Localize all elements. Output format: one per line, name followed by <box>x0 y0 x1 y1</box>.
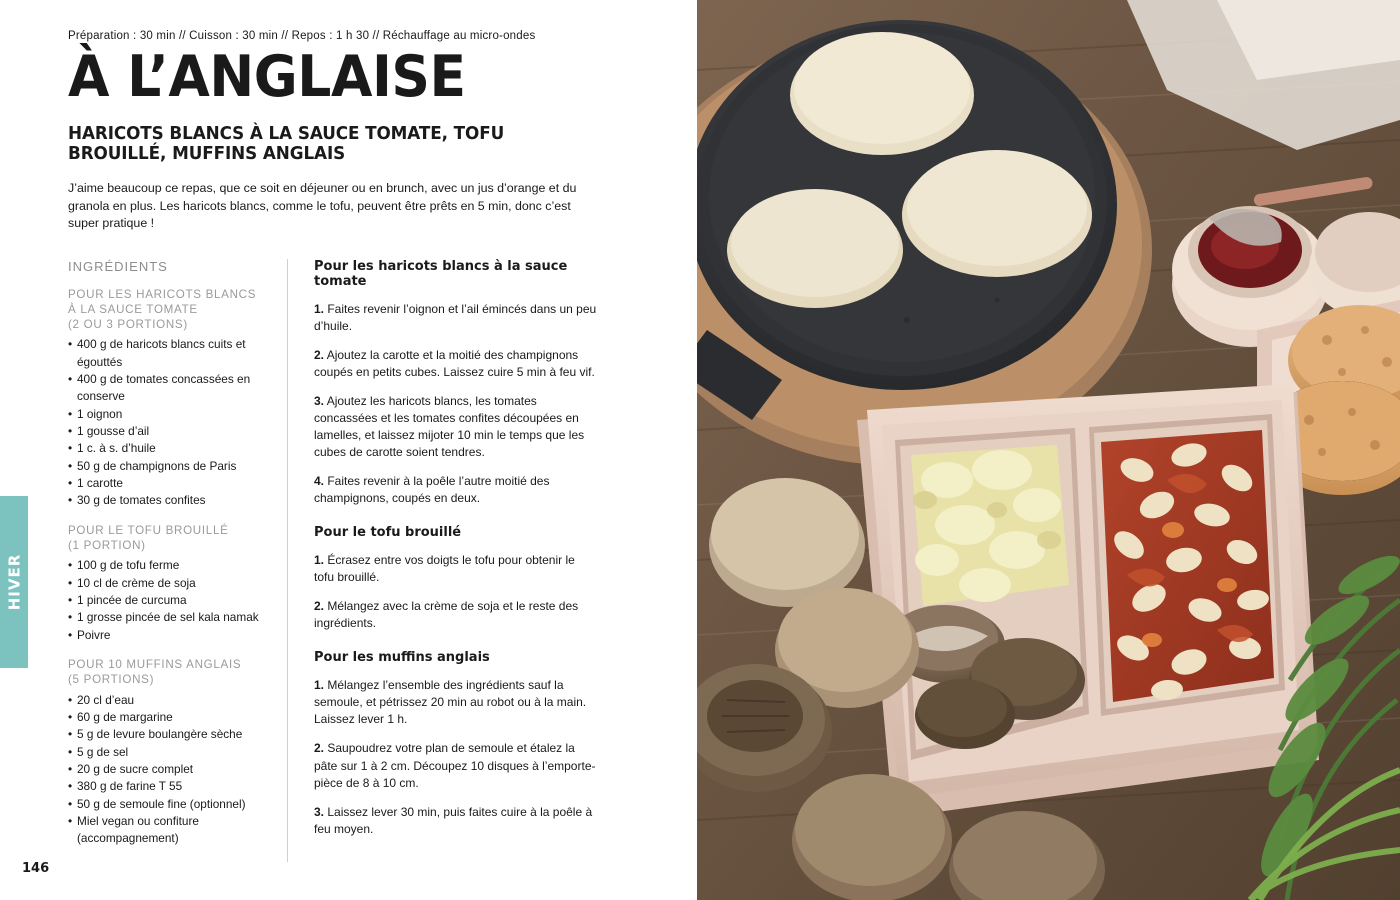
recipe-intro: J’aime beaucoup ce repas, que ce soit en déjeuner ou en brunch, avec un jus d’orange et du granola en plus. Les haricots blancs, comme le tofu, peuvent être prêts en 5 min, donc c’est super pratique ! <box>68 181 577 231</box>
step-item <box>314 804 598 838</box>
ingredient-item: • 100 g de tofu ferme <box>68 557 269 574</box>
ingredient-item: • 20 cl d’eau <box>68 692 269 709</box>
ingredient-item: • 400 g de haricots blancs cuits et égouttés <box>68 336 269 371</box>
recipe-meta: Préparation : 30 min // Cuisson : 30 min // Repos : 1 h 30 // Réchauffage au micro-ondes <box>68 30 536 42</box>
step-text: Faites revenir l’oignon et l’ail émincés dans un peu d’huile. <box>314 301 597 333</box>
ingredient-item: • 5 g de levure boulangère sèche <box>68 726 269 743</box>
ingredient-groups <box>68 288 269 848</box>
ingredient-item: • 380 g de farine T 55 <box>68 778 269 795</box>
step-section-heading: Pour le tofu brouillé <box>314 525 462 541</box>
ingredient-item: • 50 g de semoule fine (optionnel) <box>68 796 269 813</box>
page-number: 146 <box>22 861 50 876</box>
ingredient-item: • 1 pincée de curcuma <box>68 592 269 609</box>
step-item <box>314 473 598 507</box>
ingredient-item: • 30 g de tomates confites <box>68 492 269 509</box>
step-number: 3. <box>314 394 325 409</box>
recipe-photo <box>697 0 1400 900</box>
steps-column <box>288 259 598 862</box>
ingredients-column <box>68 259 288 862</box>
ingredient-list <box>68 557 269 644</box>
step-text: Ajoutez la carotte et la moitié des champignons coupés en petits cubes. Laissez cuire 5 min à feu vif. <box>314 348 595 380</box>
recipe-columns <box>68 259 628 862</box>
recipe-subtitle: HARICOTS BLANCS À LA SAUCE TOMATE, TOFU BROUILLÉ, MUFFINS ANGLAIS <box>68 124 505 165</box>
text-page <box>0 0 697 900</box>
ingredient-item: • 1 gousse d’ail <box>68 423 269 440</box>
step-item <box>314 677 598 728</box>
step-text: Ajoutez les haricots blancs, les tomates concassées et les tomates confites découpées en lamelles, et laissez mijoter 10 min le temps que les cubes de carotte soient tendres. <box>314 394 585 460</box>
step-text: Laissez lever 30 min, puis faites cuire à la poêle à feu moyen. <box>314 804 593 836</box>
ingredient-item: • 50 g de champignons de Paris <box>68 458 269 475</box>
step-text: Saupoudrez votre plan de semoule et étalez la pâte sur 1 à 2 cm. Découpez 10 disques à l’emporte-pièce de 8 à 10 cm. <box>314 741 596 790</box>
ingredient-item: • Miel vegan ou confiture (accompagnement) <box>68 813 269 848</box>
ingredient-item: • 1 c. à s. d’huile <box>68 440 269 457</box>
ingredient-item: • Poivre <box>68 627 269 644</box>
step-number: 2. <box>314 599 325 614</box>
ingredient-list <box>68 692 269 848</box>
step-number: 1. <box>314 553 325 568</box>
ingredient-group-title: POUR LE TOFU BROUILLÉ (1 PORTION) <box>68 523 229 552</box>
step-item <box>314 393 598 461</box>
step-item <box>314 552 598 586</box>
ingredient-item: • 60 g de margarine <box>68 709 269 726</box>
step-item <box>314 301 598 335</box>
ingredient-item: • 10 cl de crème de soja <box>68 575 269 592</box>
step-number: 1. <box>314 301 325 316</box>
ingredient-item: • 5 g de sel <box>68 744 269 761</box>
ingredient-item: • 400 g de tomates concassées en conserve <box>68 371 269 406</box>
ingredients-heading: INGRÉDIENTS <box>68 258 168 274</box>
step-item <box>314 347 598 381</box>
step-text: Mélangez l’ensemble des ingrédients sauf la semoule, et pétrissez 20 min au robot ou à la main. Laissez lever 1 h. <box>314 678 587 727</box>
page-title: À L’ANGLAISE <box>68 44 466 110</box>
step-number: 2. <box>314 348 325 363</box>
season-tab-label: HIVER <box>5 553 24 611</box>
season-tab <box>0 496 28 668</box>
step-item <box>314 598 598 632</box>
ingredient-item: • 1 grosse pincée de sel kala namak <box>68 609 269 626</box>
photo-illustration <box>697 0 1400 900</box>
step-text: Faites revenir à la poêle l’autre moitié des champignons, coupés en deux. <box>314 474 550 506</box>
step-text: Écrasez entre vos doigts le tofu pour obtenir le tofu brouillé. <box>314 553 575 585</box>
step-number: 1. <box>314 678 325 693</box>
ingredient-list <box>68 336 269 509</box>
ingredient-item: • 20 g de sucre complet <box>68 761 269 778</box>
step-sections <box>314 259 598 838</box>
recipe-content <box>68 30 628 862</box>
step-section-heading: Pour les muffins anglais <box>314 650 490 666</box>
step-number: 3. <box>314 804 325 819</box>
step-text: Mélangez avec la crème de soja et le reste des ingrédients. <box>314 599 579 631</box>
ingredient-group-title: POUR LES HARICOTS BLANCS À LA SAUCE TOMATE (2 OU 3 PORTIONS) <box>68 287 257 331</box>
step-number: 2. <box>314 741 325 756</box>
step-item <box>314 740 598 791</box>
ingredient-group-title: POUR 10 MUFFINS ANGLAIS (5 PORTIONS) <box>68 658 242 686</box>
ingredient-item: • 1 oignon <box>68 406 269 423</box>
step-number: 4. <box>314 474 325 489</box>
ingredient-item: • 1 carotte <box>68 475 269 492</box>
step-section-heading: Pour les haricots blancs à la sauce tomate <box>314 258 568 289</box>
